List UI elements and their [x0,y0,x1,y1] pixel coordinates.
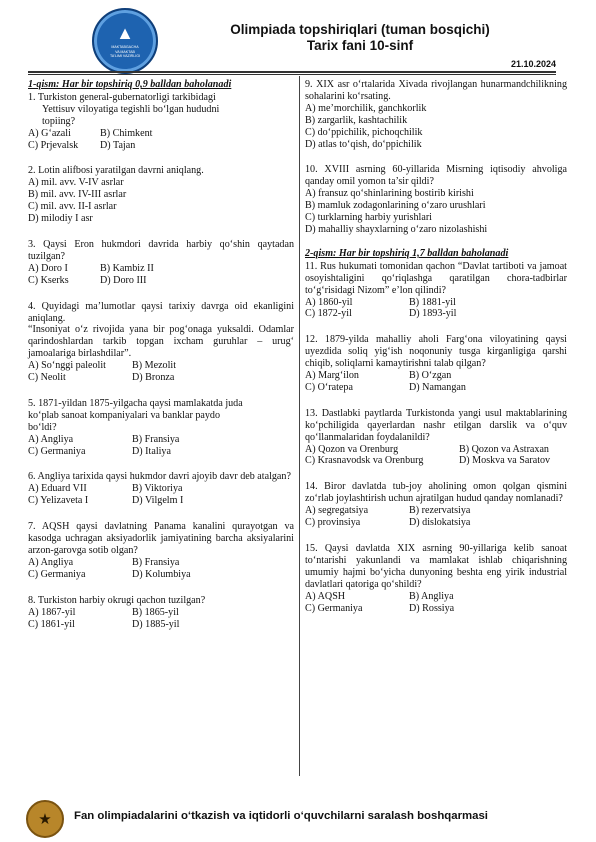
question-11-option-a[interactable]: A) 1860-yil [305,296,353,308]
question-10-option-a[interactable]: A) fransuz qo‘shinlarining bostirib kirishi [305,188,474,200]
question-7 [28,521,294,581]
question-2-option-a[interactable]: A) mil. avv. V-IV asrlar [28,177,124,189]
question-3-option-d[interactable]: D) Doro III [100,274,147,286]
question-9 [305,79,567,150]
question-2-option-c[interactable]: C) mil. avv. II-I asrlar [28,201,117,213]
column-divider [299,76,300,776]
question-9-option-d[interactable]: D) atlas to‘qish, do‘ppichilik [305,138,422,150]
question-8-option-a[interactable]: A) 1867-yil [28,606,76,618]
question-13-text: 13. Dastlabki paytlarda Turkistonda yangi usul maktablarining ko‘pchiligida qayerlardan nashr etilgan darslik va o‘quv qo‘llanmalaridan foydalanildi? [305,407,567,443]
exam-date: 21.10.2024 [510,59,556,69]
question-7-option-a[interactable]: A) Angliya [28,556,74,568]
question-9-option-a[interactable]: A) me’morchilik, ganchkorlik [305,102,427,114]
section-2-heading: 2-qism: Har bir topshiriq 1,7 balldan baholanadi [305,247,509,259]
question-7-option-d[interactable]: D) Kolumbiya [132,568,191,580]
question-1-option-a[interactable]: A) G‘azali [28,127,71,139]
question-13-option-b[interactable]: B) Qozon va Astraxan [459,443,549,455]
question-15-text: 15. Qaysi davlatda XIX asrning 90-yillariga kelib sanoat to‘ntarishi yakunlandi va mamlakat ishlab chiqarishning umumiy hajmi bo‘yicha dunyoning beshta eng yirik industrial davlatlari qatoriga qo‘shildi? [305,543,567,590]
section-1-heading: 1-qism: Har bir topshiriq 0,9 balldan baholanadi [28,79,232,90]
question-15-option-b[interactable]: B) Angliya [409,590,454,602]
question-1-option-d[interactable]: D) Tajan [100,139,136,151]
question-1-option-c[interactable]: C) Prjevalsk [28,139,79,151]
question-15-option-a[interactable]: A) AQSH [305,590,346,602]
question-11-option-c[interactable]: C) 1872-yil [305,308,352,320]
question-2-option-b[interactable]: B) mil. avv. IV-III asrlar [28,189,127,201]
logo-text-3: TA'LIMI VAZIRLIGI [109,54,141,59]
question-5-option-c[interactable]: C) Germaniya [28,445,86,457]
question-3 [28,239,294,287]
question-3-option-c[interactable]: C) Kserks [28,274,69,286]
logo-text-2: VA MAKTAB [115,49,135,54]
question-10-option-c[interactable]: C) turklarning harbiy yurishlari [305,212,432,224]
footer-department: Fan olimpiadalarini o‘tkazish va iqtidorli o‘quvchilarni saralash boshqarmasi [74,810,488,822]
question-9-text: 9. XIX asr o‘rtalarida Xivada rivojlangan hunarmandchilikning sohalarini ko‘rsating. [305,79,567,102]
question-13-option-d[interactable]: D) Moskva va Saratov [459,455,551,467]
ministry-logo-icon [92,8,158,74]
question-15 [305,543,567,614]
title-line-1: Olimpiada topshiriqlari (tuman bosqichi) [230,22,490,37]
question-6-option-c[interactable]: C) Yelizaveta I [28,495,89,507]
question-5-line-1: 5. 1871-yildan 1875-yilgacha qaysi mamlakatda juda [28,397,243,409]
question-1-line-1: 1. Turkiston general-gubernatorligi tarkibidagi [28,91,216,103]
question-10 [305,164,567,235]
question-6-option-d[interactable]: D) Vilgelm I [132,495,184,507]
question-4-option-a[interactable]: A) So‘nggi paleolit [28,360,106,372]
question-3-option-b[interactable]: B) Kambiz II [100,262,154,274]
left-column [28,79,294,641]
question-12-option-b[interactable]: B) O‘zgan [409,370,452,382]
question-8 [28,595,294,631]
question-11-text: 11. Rus hukumati tomonidan qachon “Davlat tartiboti va jamoat osoyishtaligini qo‘riqlashga qaratilgan chora-tadbirlar to‘g‘risidagi Nizom” e’lon qilindi? [305,260,567,296]
question-3-option-a[interactable]: A) Doro I [28,262,68,274]
logo-text-1: MAKTABGACHA [111,45,139,50]
question-3-text: 3. Qaysi Eron hukmdori davrida harbiy qo‘shin qaytadan tuzilgan? [28,238,294,262]
question-12-option-c[interactable]: C) O‘ratepa [305,381,353,393]
question-13-option-c[interactable]: C) Krasnavodsk va Orenburg [305,455,424,467]
question-15-option-d[interactable]: D) Rossiya [409,602,455,614]
question-2-text: 2. Lotin alifbosi yaratilgan davrni aniqlang. [28,165,204,177]
question-5 [28,398,294,458]
question-10-text: 10. XVIII asrning 60-yillarida Misrning iqtisodiy ahvoliga qanday omil yomon ta’sir qildi? [305,164,567,188]
question-5-line-3: bo‘ldi? [28,421,57,433]
right-column [305,79,567,625]
question-2-option-d[interactable]: D) milodiy I asr [28,213,93,225]
question-4-option-d[interactable]: D) Bronza [132,372,175,384]
question-10-option-b[interactable]: B) mamluk zodagonlarining o‘zaro urushlari [305,200,486,212]
academy-seal-icon: ★ [26,800,64,838]
question-1 [28,92,294,152]
question-5-line-2: ko‘plab sanoat kompaniyalari va banklar paydo [28,409,220,421]
question-7-option-c[interactable]: C) Germaniya [28,568,86,580]
question-1-option-b[interactable]: B) Chimkent [100,127,153,139]
question-9-option-b[interactable]: B) zargarlik, kashtachilik [305,114,408,126]
question-13-option-a[interactable]: A) Qozon va Orenburg [305,443,399,455]
question-14-text: 14. Biror davlatda tub-joy aholining omon qolgan qismini zo‘rlab joylashtirish uchun ajratilgan hudud qanday nomlanadi? [305,481,567,505]
question-4-text: 4. Quyidagi ma’lumotlar qaysi tarixiy davrga oid ekanligini aniqlang. [28,300,294,324]
question-4 [28,301,294,384]
question-5-option-a[interactable]: A) Angliya [28,433,74,445]
question-6-option-a[interactable]: A) Eduard VII [28,483,87,495]
page-title [170,22,550,54]
question-8-option-c[interactable]: C) 1861-yil [28,618,75,630]
question-12 [305,334,567,394]
question-12-text: 12. 1879-yilda mahalliy aholi Farg‘ona viloyatining qaysi uyezdida soliq yig‘ish noqonuniy tusga kirganligiga qarshi chiqib, soliqlarni kamaytirishni talab qilgan? [305,334,567,370]
header-rule-thin [28,74,556,75]
question-8-option-d[interactable]: D) 1885-yil [132,618,180,630]
question-11-option-b[interactable]: B) 1881-yil [409,296,456,308]
question-12-option-d[interactable]: D) Namangan [409,381,466,393]
question-14-option-b[interactable]: B) rezervatsiya [409,505,471,517]
book-building-icon: ▲ [116,23,134,44]
question-1-line-3: topiing? [42,115,76,127]
question-14 [305,481,567,529]
question-4-option-c[interactable]: C) Neolit [28,372,66,384]
question-8-text: 8. Turkiston harbiy okrugi qachon tuzilgan? [28,594,206,606]
title-line-2: Tarix fani 10-sinf [306,38,414,53]
question-4-quote: “Insoniyat o‘z rivojida yana bir pog‘onaga yuksaldi. Odamlar qarindoshlardan tarkib topgan ixcham guruhlar – urug‘ jamoalariga birlashdilar”. [28,324,294,360]
question-9-option-c[interactable]: C) do‘ppichilik, pichoqchilik [305,126,423,138]
question-11-option-d[interactable]: D) 1893-yil [409,308,457,320]
question-11 [305,261,567,321]
header-rule-thick [28,71,556,73]
question-6 [28,471,294,507]
question-12-option-a[interactable]: A) Marg‘ilon [305,370,359,382]
question-4-option-b[interactable]: B) Mezolit [132,360,177,372]
question-7-option-b[interactable]: B) Fransiya [132,556,180,568]
question-10-option-d[interactable]: D) mahalliy shayxlarning o‘zaro nizolashishi [305,223,488,235]
question-13 [305,408,567,468]
question-14-option-a[interactable]: A) segregatsiya [305,505,369,517]
question-7-text: 7. AQSH qaysi davlatning Panama kanalini qurayotgan va kasodga uchragan aksiyadorlik jamiyatining barcha aksiyalarini arzon-garovga sotib olgan? [28,521,294,556]
question-5-option-d[interactable]: D) Italiya [132,445,171,457]
question-15-option-c[interactable]: C) Germaniya [305,602,363,614]
question-14-option-d[interactable]: D) dislokatsiya [409,517,471,529]
question-2 [28,165,294,225]
question-6-text: 6. Angliya tarixida qaysi hukmdor davri ajoyib davr deb atalgan? [28,471,291,483]
question-5-option-b[interactable]: B) Fransiya [132,433,180,445]
question-1-line-2: Yettisuv viloyatiga tegishli bo‘lgan hududni [42,103,220,115]
question-8-option-b[interactable]: B) 1865-yil [132,606,179,618]
question-14-option-c[interactable]: C) provinsiya [305,517,361,529]
question-6-option-b[interactable]: B) Viktoriya [132,483,183,495]
